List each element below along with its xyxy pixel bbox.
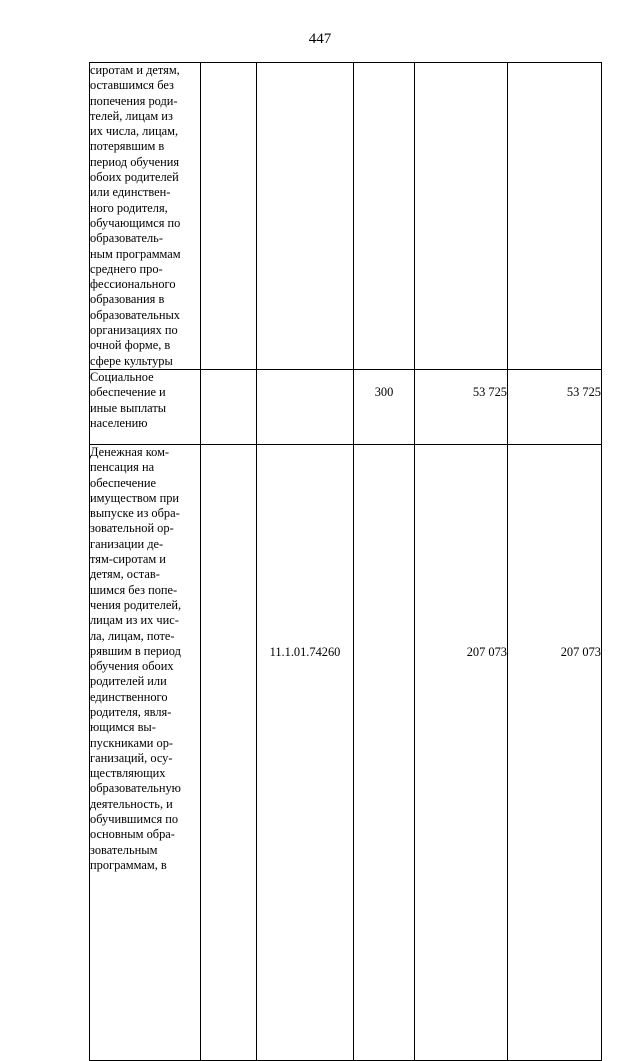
name-line: период обучения [90, 154, 180, 169]
name-line: тям-сиротам и [90, 552, 166, 567]
name-line: Денежная ком- [90, 444, 170, 459]
amount-cell-2 [508, 63, 602, 370]
section-cell [201, 369, 257, 444]
target-code-cell: 11.1.01.74260 [257, 444, 354, 1060]
name-line: населению [90, 415, 148, 430]
name-line: образовательную [90, 781, 181, 796]
table-row [90, 63, 602, 370]
name-line: образователь- [90, 231, 163, 246]
page-number: 447 [308, 31, 332, 47]
name-line: пенсация на [90, 460, 155, 475]
name-line: сиротам и детям, [90, 63, 180, 77]
expense-type-cell [354, 444, 415, 1060]
name-line: родителя, явля- [90, 704, 172, 719]
name-line: обучившимся по [90, 812, 179, 827]
name-line: их числа, лицам, [90, 124, 179, 139]
table-row [90, 444, 602, 1060]
name-line: единственного [90, 689, 168, 704]
name-line: детям, остав- [90, 567, 160, 582]
target-code-cell [257, 369, 354, 444]
name-line: зовательной ор- [90, 521, 174, 536]
expense-type-cell [354, 63, 415, 370]
name-line: ным программам [90, 246, 181, 261]
name-line: телей, лицам из [90, 108, 173, 123]
row-name-cell [90, 63, 201, 370]
name-line: ла, лицам, поте- [90, 628, 175, 643]
name-line: рявшим в период [90, 643, 181, 658]
name-line: обеспечение [90, 475, 156, 490]
amount-cell-1: 53 725 [415, 369, 508, 444]
name-line: оставшимся без [90, 78, 174, 93]
name-line: лицам из их чис- [90, 613, 179, 628]
name-line: попечения роди- [90, 93, 178, 108]
name-line: пускниками ор- [90, 735, 174, 750]
name-line: родителей или [90, 674, 167, 689]
name-line: очной форме, в [90, 338, 171, 353]
section-cell [201, 63, 257, 370]
name-line: ного родителя, [90, 200, 168, 215]
name-line: зовательным [90, 842, 158, 857]
name-line: основным обра- [90, 827, 175, 842]
name-line: фессионального [90, 277, 176, 292]
amount-cell-2: 53 725 [508, 369, 602, 444]
name-line: программам, в [90, 857, 167, 872]
name-line: шимся без попе- [90, 582, 178, 597]
name-line: образования в [90, 292, 165, 307]
name-line: ганизаций, осу- [90, 750, 173, 765]
budget-table [89, 62, 602, 1061]
expense-type-cell: 300 [354, 369, 415, 444]
name-line: выпуске из обра- [90, 506, 180, 521]
name-line: обучающимся по [90, 215, 181, 230]
name-line: потерявшим в [90, 139, 165, 154]
name-line: организациях по [90, 323, 178, 338]
name-line: иные выплаты [90, 400, 167, 415]
name-line: ганизации де- [90, 536, 164, 551]
name-line: ществляющих [90, 766, 166, 781]
amount-cell-2: 207 073 [508, 444, 602, 1060]
amount-cell-1 [415, 63, 508, 370]
name-line: ющимся вы- [90, 720, 156, 735]
row-name-cell [90, 369, 201, 444]
amount-cell-1: 207 073 [415, 444, 508, 1060]
name-line: среднего про- [90, 261, 163, 276]
name-line: обучения обоих [90, 659, 174, 674]
name-line: сфере культуры [90, 353, 173, 368]
name-line: имуществом при [90, 490, 180, 505]
row-name-cell [90, 444, 201, 1060]
name-line: или единствен- [90, 185, 171, 200]
target-code-cell [257, 63, 354, 370]
name-line: обоих родителей [90, 170, 179, 185]
name-line: Социальное [90, 369, 154, 384]
section-cell [201, 444, 257, 1060]
name-line: чения родителей, [90, 597, 182, 612]
name-line: деятельность, и [90, 796, 173, 811]
table-row [90, 369, 602, 444]
name-line: обеспечение и [90, 385, 166, 400]
name-line: образовательных [90, 307, 180, 322]
